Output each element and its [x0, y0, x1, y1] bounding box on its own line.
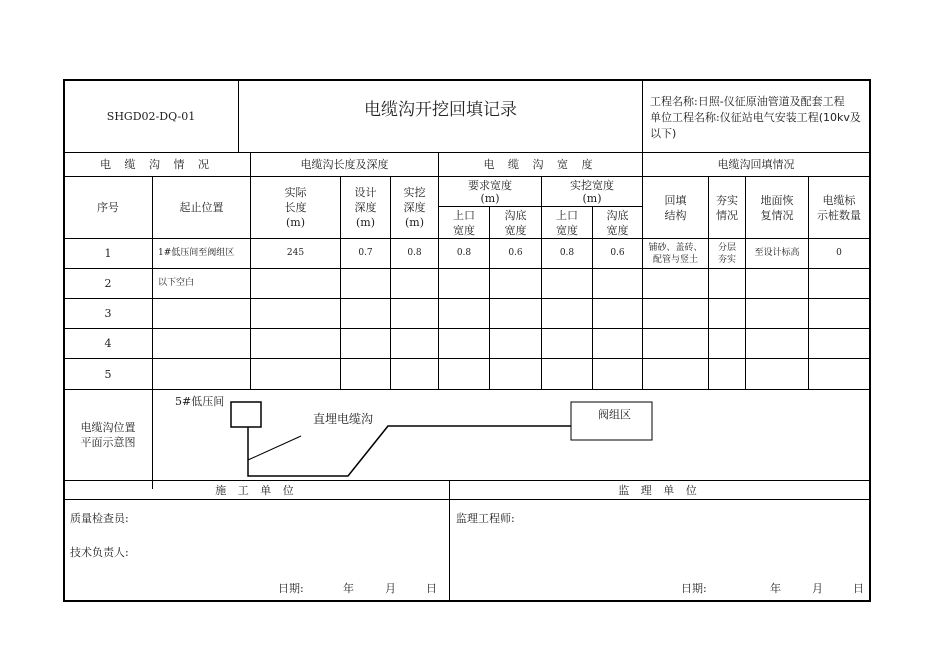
row-4-seq: 4 [104, 337, 112, 350]
col-act-top-width: 上口 宽度 [556, 208, 578, 237]
cable-route-sketch [153, 390, 869, 480]
col-markers: 电缆标 示桩数量 [817, 193, 861, 222]
col-design-depth: 设计 深度 (m) [354, 186, 377, 229]
row-1-markers: 0 [836, 248, 842, 258]
col-req-top-width: 上口 宽度 [453, 208, 475, 237]
project-info [650, 94, 868, 142]
border-right [869, 79, 871, 602]
group-backfill: 电缆沟回填情况 [717, 158, 795, 171]
row-1-req-bottom: 0.6 [508, 248, 523, 258]
construction-year-label: 年 [343, 582, 354, 595]
supervision-year-label: 年 [770, 582, 781, 595]
border-bottom [63, 600, 871, 602]
group-cable-info: 电 缆 沟 情 况 [100, 158, 214, 171]
supervision-unit-header: 监 理 单 位 [618, 483, 701, 497]
low-voltage-room-label: 5#低压间 [175, 395, 225, 408]
construction-unit-header: 施 工 单 位 [215, 483, 298, 497]
row-1-compaction: 分层 夯实 [717, 242, 736, 265]
col-actual-length: 实际 长度 (m) [284, 186, 307, 229]
row-3-seq: 3 [104, 307, 112, 320]
row-1-act-bottom: 0.6 [610, 248, 625, 258]
col-ground-restore: 地面恢 复情况 [760, 193, 794, 222]
row-1-structure: 铺砂、盖砖、 配管与竖土 [648, 242, 703, 265]
col-req-bottom-width: 沟底 宽度 [504, 208, 527, 237]
row-1-req-top: 0.8 [456, 248, 472, 258]
row-1-length: 245 [286, 248, 305, 258]
row-2-seq: 2 [104, 277, 112, 290]
supervision-date-label: 日期: [681, 582, 707, 595]
project-name-value: 日照-仪征原油管道及配套工程 [697, 95, 845, 108]
row-1-seq: 1 [104, 247, 112, 260]
supervision-month-label: 月 [812, 582, 823, 595]
unit-name-value: 仪征站电气安装工程(10kv及以下) [650, 111, 861, 140]
col-seq: 序号 [97, 201, 119, 214]
project-name-label: 工程名称: [650, 95, 698, 108]
doc-code: SHGD02-DQ-01 [106, 109, 196, 123]
cable-leader-line [248, 436, 301, 460]
diagram-label: 电缆沟位置 平面示意图 [80, 421, 136, 449]
supervisor-label: 监理工程师: [456, 512, 515, 525]
row-2-position: 以下空白 [158, 278, 195, 288]
cable-route-line [248, 426, 571, 476]
supervision-day-label: 日 [853, 582, 864, 595]
col-actual-width: 实挖宽度 (m) [570, 178, 614, 205]
row-5-seq: 5 [104, 367, 112, 381]
group-width: 电 缆 沟 宽 度 [483, 158, 598, 171]
valve-area-label: 阀组区 [598, 408, 631, 421]
unit-name-label: 单位工程名称: [650, 111, 720, 124]
quality-inspector-label: 质量检查员: [70, 512, 129, 525]
cable-trench-label: 直埋电缆沟 [313, 412, 374, 426]
col-structure: 回填 结构 [664, 193, 687, 222]
row-1-act-top: 0.8 [559, 248, 575, 258]
col-act-bottom-width: 沟底 宽度 [606, 208, 629, 237]
row-1-actual-depth: 0.8 [407, 248, 422, 258]
construction-day-label: 日 [426, 582, 437, 595]
row-1-position: 1#低压间至阀组区 [158, 248, 235, 258]
tech-lead-label: 技术负责人: [70, 546, 129, 559]
construction-date-label: 日期: [278, 582, 304, 595]
construction-month-label: 月 [385, 582, 396, 595]
page-title: 电缆沟开挖回填记录 [364, 99, 517, 120]
low-voltage-room-box [231, 402, 261, 427]
row-1-design-depth: 0.7 [358, 248, 373, 258]
row-1-ground: 至设计标高 [754, 248, 800, 258]
col-required-width: 要求宽度 (m) [468, 178, 512, 205]
col-actual-depth: 实挖 深度 (m) [403, 186, 426, 229]
group-length-depth: 电缆沟长度及深度 [300, 158, 389, 171]
col-position: 起止位置 [179, 201, 224, 214]
col-compaction: 夯实 情况 [716, 193, 738, 222]
